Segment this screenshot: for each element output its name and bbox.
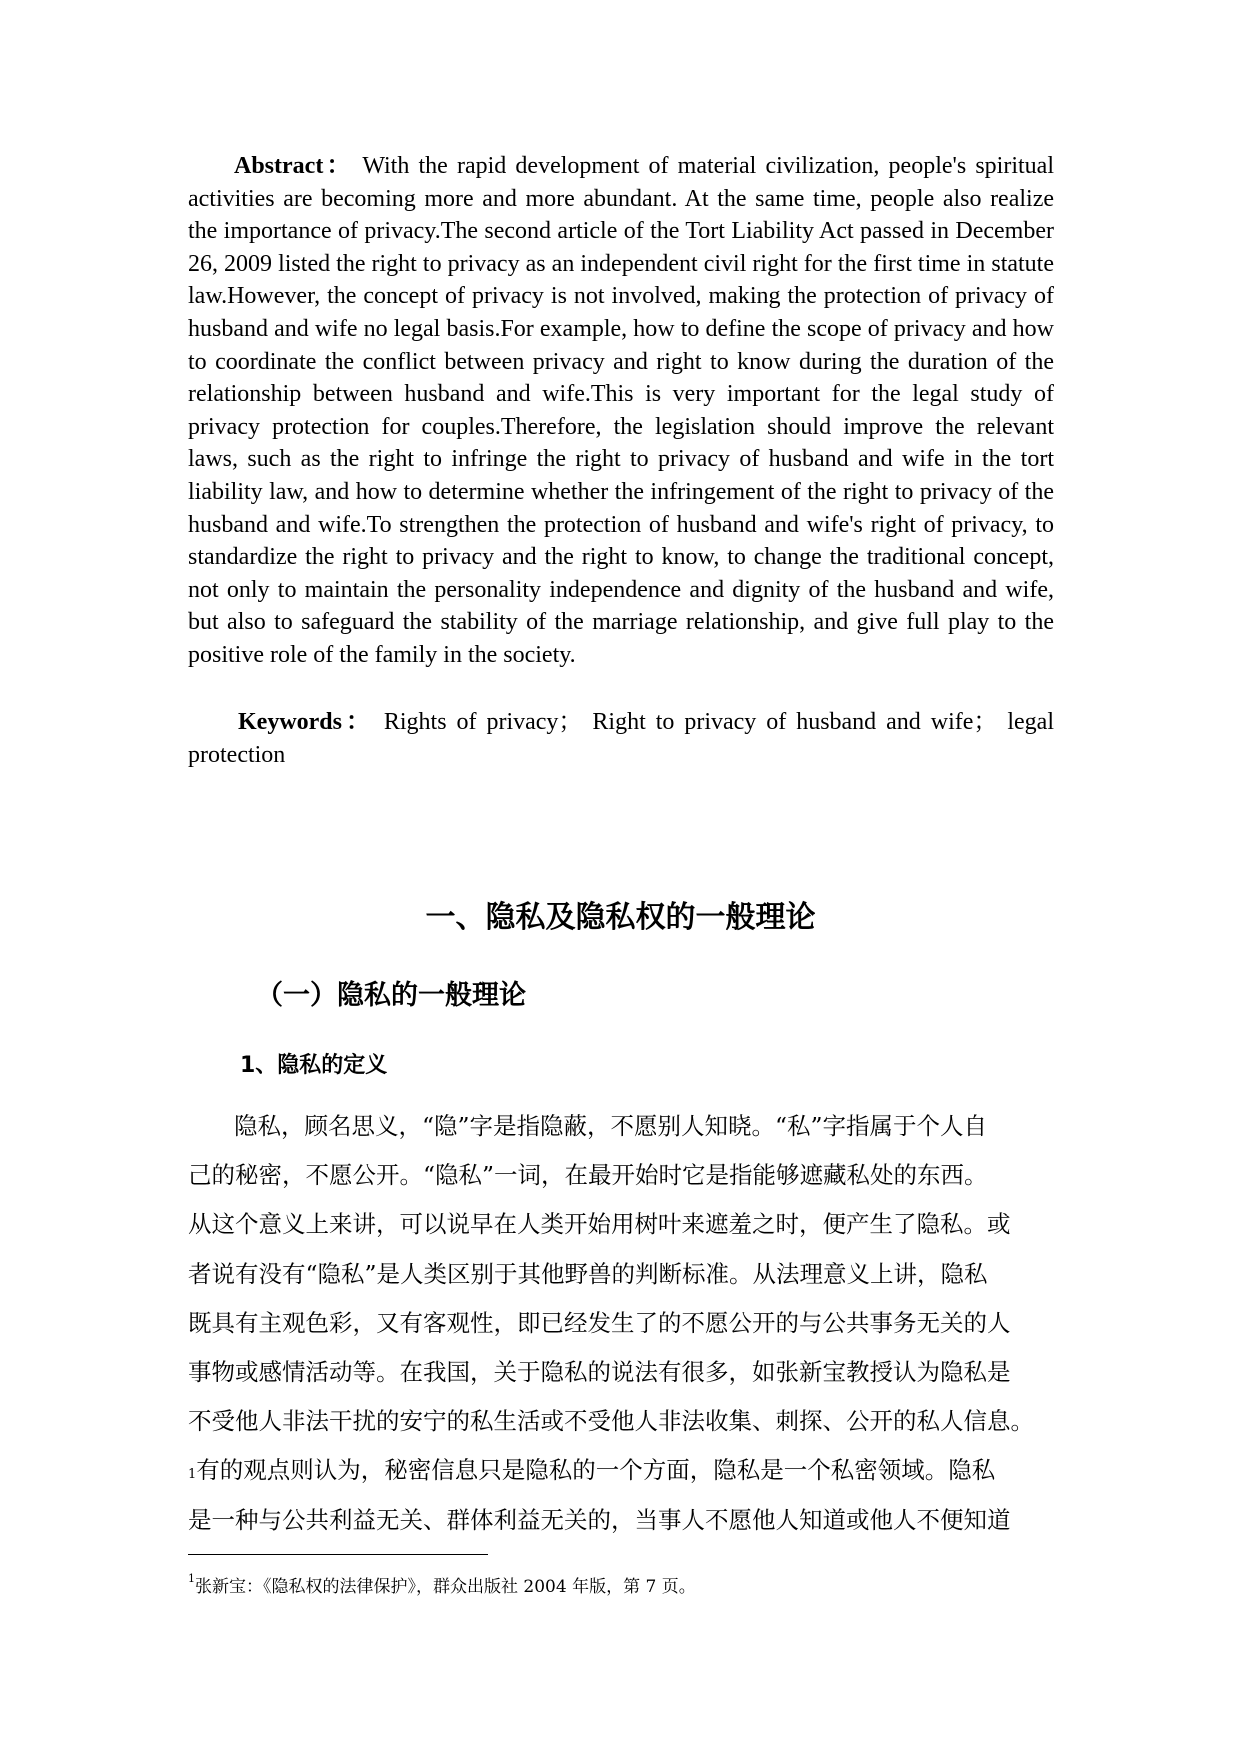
abstract-label: Abstract：: [234, 153, 354, 179]
keywords-label: Keywords：: [238, 709, 374, 735]
body-line: 既具有主观色彩，又有客观性，即已经发生了的不愿公开的与公共事务无关的人: [188, 1308, 1011, 1337]
footnote: [188, 1572, 696, 1597]
body-line: 从这个意义上来讲，可以说早在人类开始用树叶来遮羞之时，便产生了隐私。或: [188, 1210, 1011, 1239]
keywords-text: Rights of privacy； Right to privacy of husband and wife； legal protection: [188, 709, 1054, 768]
body-line: 隐私，顾名思义，“隐”字是指隐蔽，不愿别人知晓。“私”字指属于个人自: [234, 1112, 988, 1140]
abstract-text: With the rapid development of material civilization, people's spiritual activities are becoming more and more abundant. At the same time, people also realize the importance of privacy.The second article of the Tort Liability Act passed in December 26, 2009 listed the right to privacy as an independent civil right for the first time in statute law.However, the concept of privacy is not involved, making the protection of privacy of husband and wife no legal basis.For example, how to define the scope of privacy and how to coordinate the conflict between privacy and right to know during the duration of the relationship between husband and wife.This is very important for the legal study of privacy protection for couples.Therefore, the legislation should improve the relevant laws, such as the right to infringe the right to privacy of husband and wife in the tort liability law, and how to determine whether the infringement of the right to privacy of the husband and wife.To strengthen the protection of husband and wife's right of privacy, to standardize the right to privacy and the right to know, to change the traditional concept, not only to maintain the personality independence and dignity of the husband and wife, but also to safeguard the stability of the marriage relationship, and give full play to the positive role of the family in the society.: [188, 153, 1054, 668]
body-line: 己的秘密，不愿公开。“隐私”一词，在最开始时它是指能够遮藏私处的东西。: [188, 1161, 988, 1190]
body-line: 不受他人非法干扰的安宁的私生活或不受他人非法收集、刺探、公开的私人信息。: [188, 1407, 1034, 1436]
section-heading-2: （一）隐私的一般理论: [256, 980, 526, 1011]
section-heading-1: 一、隐私及隐私权的一般理论: [425, 900, 816, 935]
abstract-paragraph: [188, 150, 1054, 672]
footnote-divider: [188, 1554, 488, 1555]
body-line: 是一种与公共利益无关、群体利益无关的，当事人不愿他人知道或他人不便知道: [188, 1505, 1011, 1534]
body-line: 事物或感情活动等。在我国，关于隐私的说法有很多，如张新宝教授认为隐私是: [188, 1358, 1011, 1387]
body-line-with-footnote: [188, 1446, 1054, 1495]
footnote-reference[interactable]: 1: [188, 1467, 197, 1483]
footnote-marker: 1: [188, 1572, 195, 1585]
keywords-paragraph: [188, 706, 1054, 771]
body-paragraph: [188, 1102, 1054, 1545]
body-line-text: 有的观点则认为，秘密信息只是隐私的一个方面，隐私是一个私密领域。隐私: [196, 1456, 996, 1485]
body-line: 者说有没有“隐私”是人类区别于其他野兽的判断标准。从法理意义上讲，隐私: [188, 1259, 988, 1288]
footnote-text: 张新宝：《隐私权的法律保护》，群众出版社 2004 年版，第 7 页。: [195, 1577, 696, 1597]
section-heading-3: 1、隐私的定义: [240, 1053, 388, 1078]
